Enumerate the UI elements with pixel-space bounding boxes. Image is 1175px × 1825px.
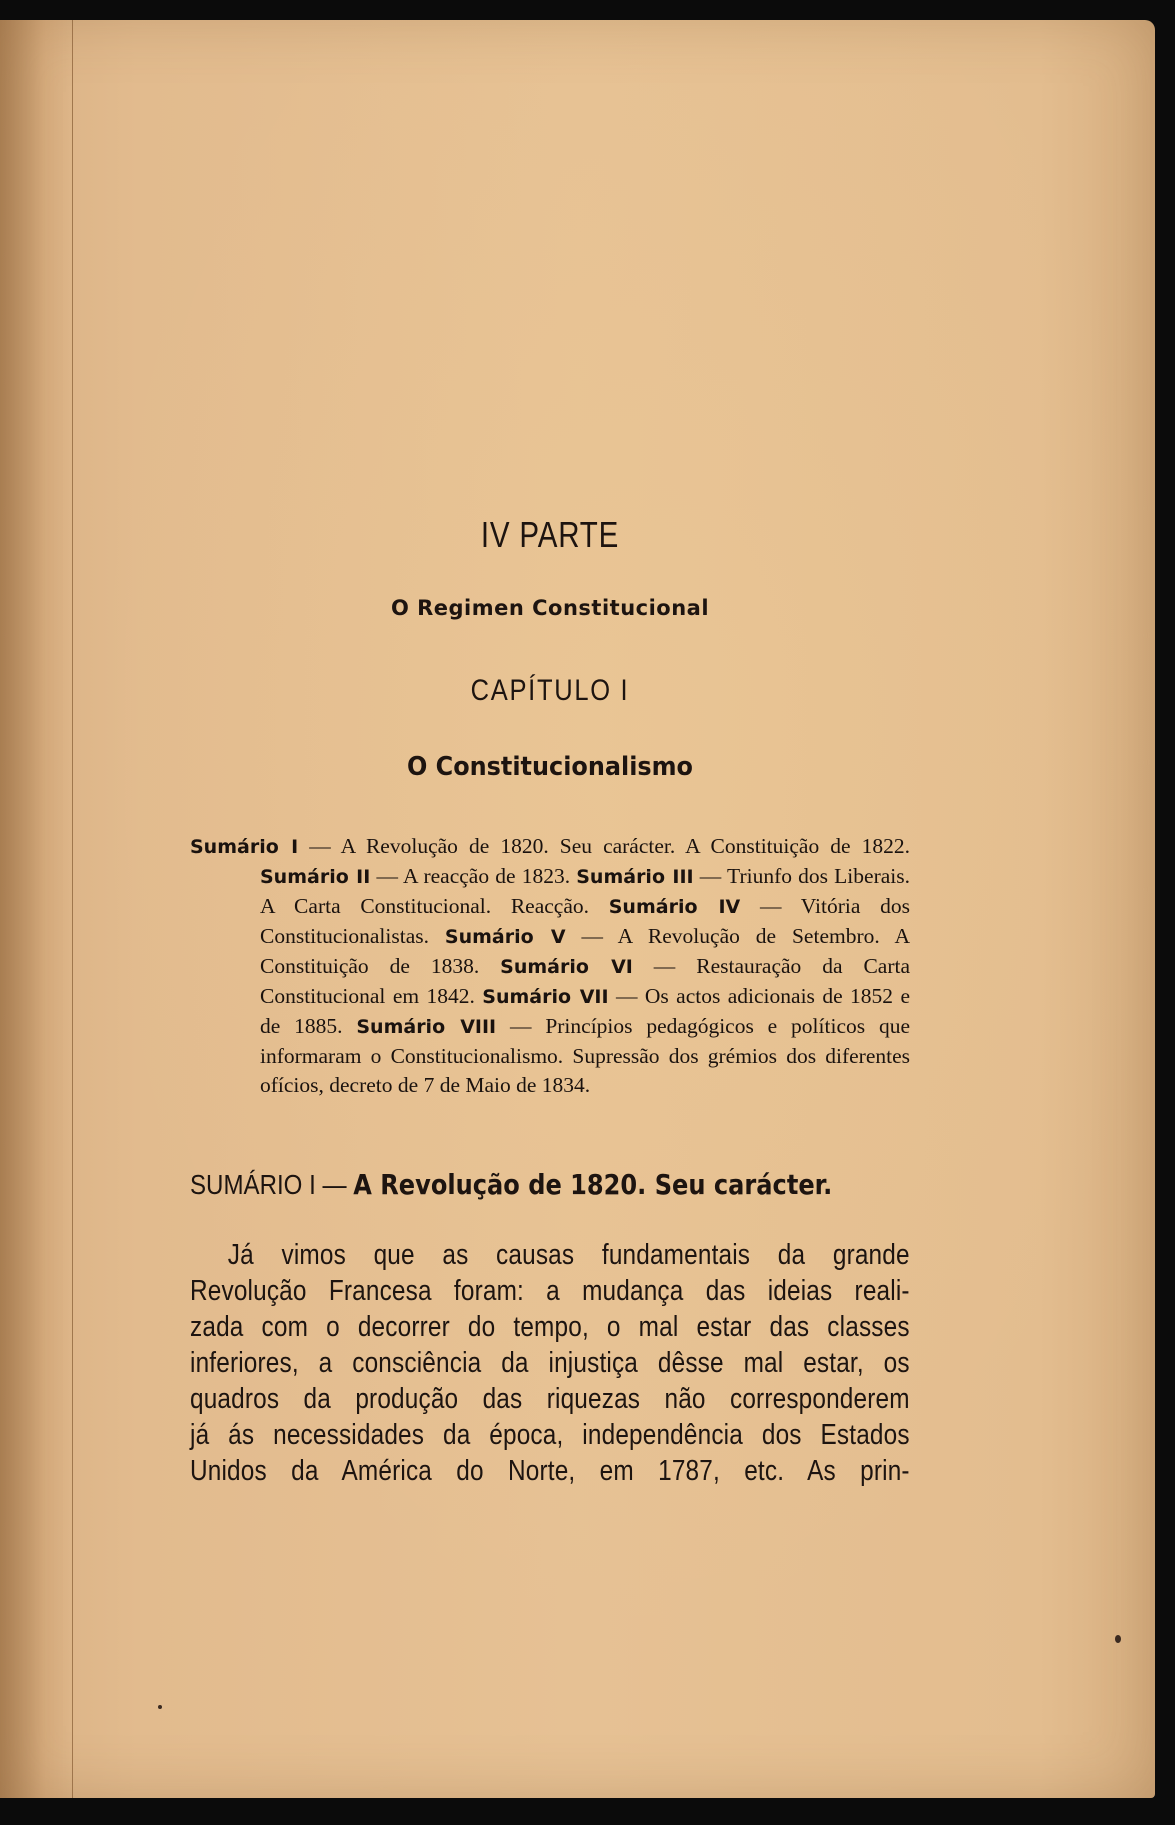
summary-item-label: Sumário IV	[608, 896, 741, 918]
body-paragraph	[190, 1237, 910, 1489]
body-line: Unidos da América do Norte, em 1787, etc. As prin-	[190, 1455, 910, 1487]
summary-item-text: — A reacção de 1823.	[370, 864, 577, 888]
section-heading	[190, 1168, 833, 1201]
summary-item-label: Sumário II	[260, 866, 371, 888]
summary-item-text: — Os actos adicionais de 1852 e de 1885.	[260, 984, 910, 1038]
ink-speck	[158, 1705, 162, 1709]
body-line: Revolução Francesa foram: a mudança das ideias reali-	[190, 1275, 910, 1307]
chapter-subtitle: O Constitucionalismo	[406, 752, 693, 782]
part-subtitle: O Regimen Constitucional	[390, 596, 710, 620]
summary-item-label: Sumário VIII	[356, 1016, 497, 1038]
body-line: já ás necessidades da época, independência dos Estados	[190, 1419, 910, 1451]
summary-item-label: Sumário III	[576, 866, 694, 888]
book-page	[0, 20, 1155, 1798]
summary-item-label: Sumário V	[444, 926, 566, 948]
part-title: IV PARTE	[480, 514, 620, 555]
summary-item-text: — A Revolução de 1820. Seu carácter. A Constituição de 1822.	[298, 834, 911, 858]
summary-item-label: Sumário VI	[500, 956, 633, 978]
body-line: Já vimos que as causas fundamentais da grande	[227, 1239, 910, 1271]
summary-item-text: — Triunfo dos Liberais. A Carta Constitucional. Reacção.	[260, 864, 910, 918]
section-label: SUMÁRIO I —	[190, 1169, 354, 1200]
summary-item-text: — Princípios pedagógicos e políticos que informaram o Constitucionalismo. Supressão dos grémios dos diferentes ofícios, decreto de 7 de Maio de 1834.	[260, 1014, 910, 1097]
chapter-title: CAPÍTULO I	[470, 674, 630, 707]
page-content	[190, 490, 910, 1489]
summary-item-text: — A Revolução de Setembro. A Constituição de 1838.	[260, 924, 910, 978]
summary-item-label: Sumário VII	[482, 986, 609, 1008]
summary-item-text: — Restauração da Carta Constitucional em 1842.	[260, 954, 911, 1008]
chapter-summary	[190, 832, 910, 1100]
body-line: inferiores, a consciência da injustiça dêsse mal estar, os	[190, 1347, 910, 1379]
body-line: quadros da produção das riquezas não corresponderem	[190, 1383, 910, 1415]
section-title: A Revolução de 1820. Seu carácter.	[353, 1168, 833, 1201]
ink-speck	[1115, 1635, 1121, 1643]
summary-item-label: Sumário I	[190, 836, 299, 858]
summary-item-text: — Vitória dos Constitucionalistas.	[260, 894, 910, 948]
body-line: zada com o decorrer do tempo, o mal estar das classes	[190, 1311, 910, 1343]
page-gutter-shadow	[0, 20, 73, 1798]
